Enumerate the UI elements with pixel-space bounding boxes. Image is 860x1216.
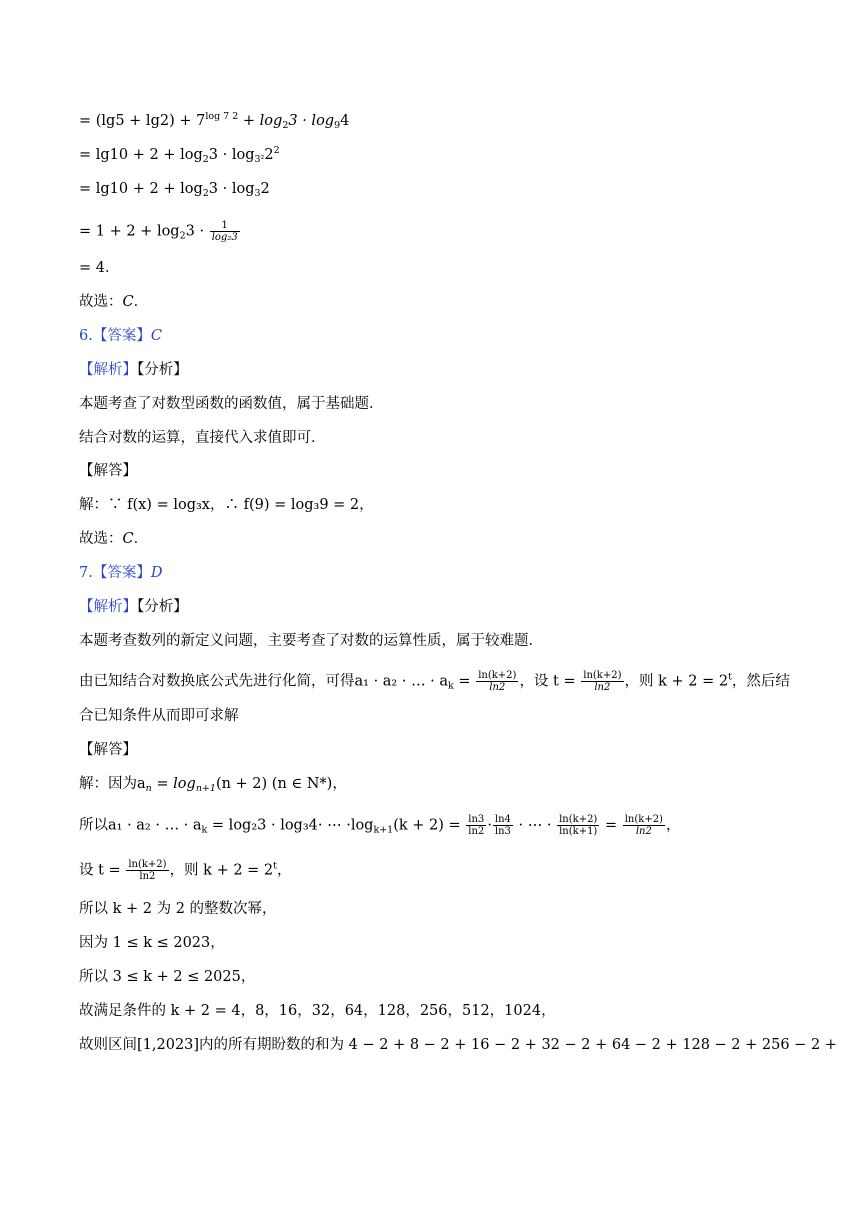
q6-solution: 解：∵ f(x) = log₃x，∴ f(9) = log₃9 = 2，	[79, 497, 374, 513]
calc-choose: 故选：C．	[79, 294, 149, 310]
q7-solution-3: 设 t = $\frac{\ln(k+2)}{\ln 2}$ ，则 $k + 2 = 2^t$，	[79, 859, 292, 882]
fraction: $\frac{\ln 3}{\ln 2}$	[468, 814, 485, 837]
q6-analysis-heading: 【解析】【分析】	[79, 362, 188, 378]
q7-answer-heading: 7.【答案】D	[79, 565, 163, 581]
fraction: $\frac{\ln(k+2)}{\ln 2}$	[583, 670, 622, 693]
q7-solution-4: 所以 k + 2 为 2 的整数次幂，	[79, 901, 277, 917]
q7-paragraph-1: 本题考查数列的新定义问题，主要考查了对数的运算性质，属于较难题．	[79, 633, 543, 649]
q7-solution-2: 所以a₁ · a₂ · … · $a_k = \log_23 \cdot \log_34\cdot$ ⋯ $\cdot\log_{k+1}(k + 2)$ = $\frac{\ln 3}{\ln 2}$ · $\frac{\ln 4}{\ln 3}$ · ⋯ · $\frac{\ln(k+2)}{\ln(k+1)}$ = $\frac{\ln(k+2)}{\ln 2}$ ，	[79, 814, 681, 837]
q7-solution-5: 因为 1 ≤ k ≤ 2023，	[79, 935, 225, 951]
q6-answer-heading: 6.【答案】C	[79, 328, 162, 344]
q7-solution-heading: 【解答】	[79, 742, 137, 758]
q6-solution-heading: 【解答】	[79, 463, 137, 479]
q7-analysis-heading: 【解析】【分析】	[79, 599, 188, 615]
q7-paragraph-3: 合已知条件从而即可求解	[79, 708, 239, 724]
q7-solution-7: 故满足条件的 k + 2 = 4，8，16，32，64，128，256，512，1024，	[79, 1003, 556, 1019]
calc-line-5: = 4．	[79, 260, 120, 276]
q7-paragraph-2: 由已知结合对数换底公式先进行化简，可得a₁ · a₂ · … · $a_k$ = $\frac{\ln(k+2)}{\ln 2}$ ，设 t = $\frac{\ln(k+2)}{\ln 2}$ ，则 $k + 2 = 2^t$，然后结	[79, 670, 790, 693]
q7-solution-8: 故则区间[1,2023]内的所有期盼数的和为 4 − 2 + 8 − 2 + 16 − 2 + 32 − 2 + 64 − 2 + 128 − 2 + 256 − 2 +	[79, 1037, 837, 1053]
q7-solution-6: 所以 3 ≤ k + 2 ≤ 2025，	[79, 969, 256, 985]
fraction: $\frac{1}{\text{log₂3}}$	[211, 220, 238, 243]
fraction: $\frac{\ln(k+2)}{\ln 2}$	[128, 859, 167, 882]
calc-line-2: = $\lg 10 + 2 + \log_23 \cdot \log_{3^2}2^2$	[79, 145, 280, 165]
fraction: $\frac{\ln(k+2)}{\ln 2}$	[624, 814, 663, 837]
calc-line-3: = $\lg 10 + 2 + \log_23 \cdot \log_32$	[79, 181, 270, 199]
q6-choose: 故选：C．	[79, 531, 149, 547]
q6-paragraph-2: 结合对数的运算，直接代入求值即可．	[79, 430, 326, 446]
q6-paragraph-1: 本题考查了对数型函数的函数值，属于基础题．	[79, 396, 384, 412]
calc-line-1: = $(\lg 5 + \lg 2) + 7^{log 7 2} + \log_23 \cdot \log_94$	[79, 111, 350, 131]
fraction: $\frac{\ln(k+2)}{\ln(k+1)}$	[559, 814, 598, 837]
fraction: $\frac{\ln(k+2)}{\ln 2}$	[478, 670, 517, 693]
q7-solution-1: 解：因为$a_n = \log_{n+1}(n + 2)$ (n ∈ N*)，	[79, 776, 347, 794]
fraction: $\frac{\ln 4}{\ln 3}$	[494, 814, 511, 837]
calc-line-4: = $1 + 2 + \log_23$ · $\frac{1}{\text{log₂3}}$	[79, 220, 238, 243]
